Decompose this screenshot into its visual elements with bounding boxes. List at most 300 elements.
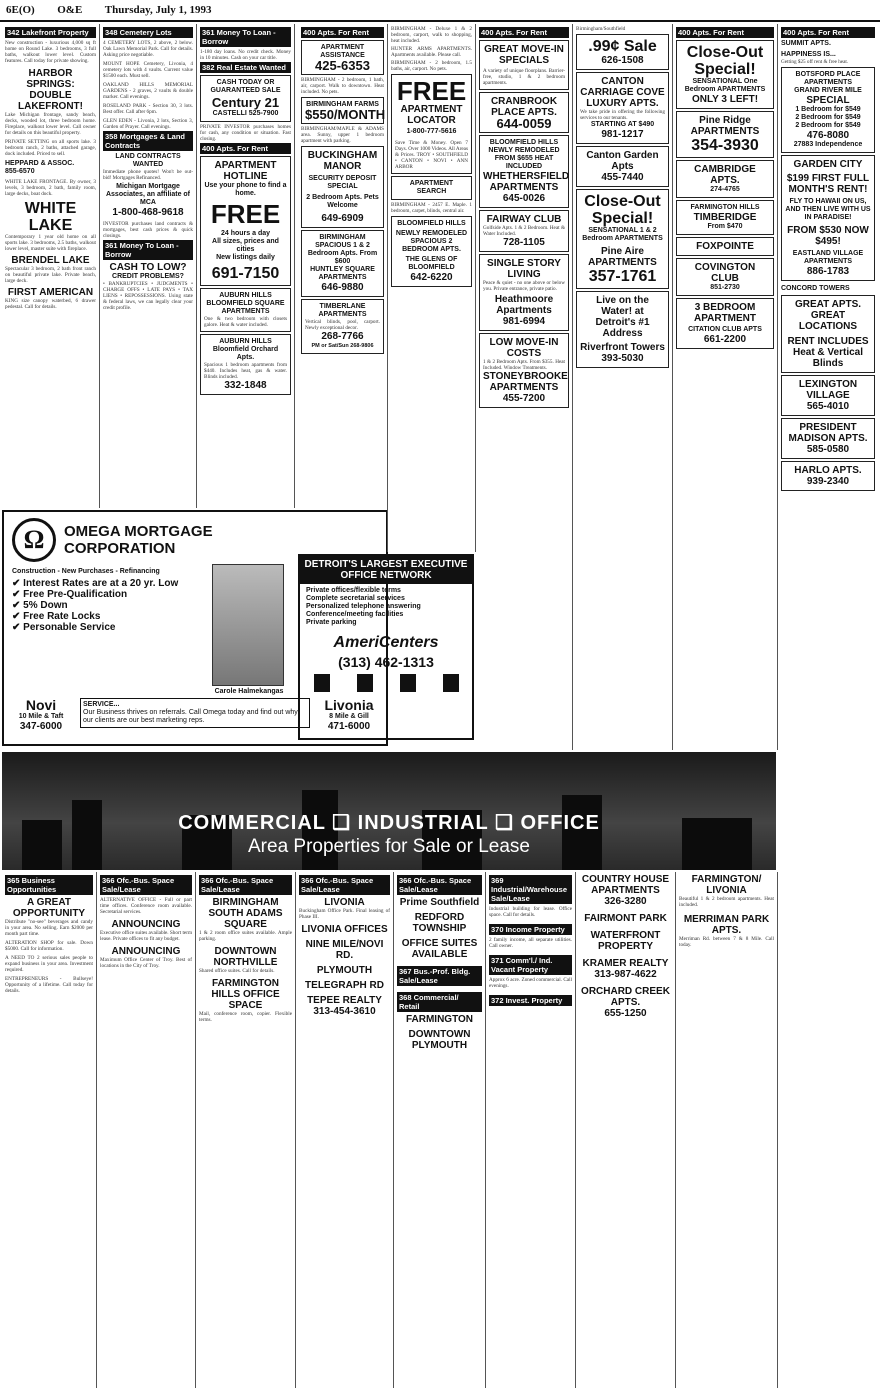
ad-text-special: SPECIAL [806,95,850,106]
classified-text: BIRMINGHAM - 2 bedroom, 1 bath, air, carport. Walk to downtown. Heat included. No pets. [301,77,384,95]
ad-headline-plymouth: PLYMOUTH [316,965,373,976]
ad-headline-announce-2: ANNOUNCING [111,946,181,957]
section-header-real-estate-wanted: 382 Real Estate Wanted [200,62,291,73]
exec-item: Conference/meeting facilities [306,611,404,618]
ad-headline-farm-off: FARMINGTON HILLS OFFICE SPACE [211,978,280,1011]
ad-headline-free: FREE [210,199,281,229]
column-office-space-1 [97,872,196,1388]
ad-phone-locator: 1-800-777-5616 [406,128,457,135]
ad-headline-auburn: AUBURN HILLS BLOOMFIELD SQUARE APARTMENTS [206,292,285,315]
three-bed-ad [676,298,774,349]
birm-farms-ad [301,97,384,124]
ad-headline-farmington: FARMINGTON [405,1014,474,1025]
column-office-space-2 [196,872,296,1388]
novi-phone: 347-6000 [19,721,63,732]
classified-text: BIRMINGHAM - Deluxe 1 & 2 bedroom, carport, walk to shopping, heat included. [391,26,472,44]
person-photo [212,564,284,686]
classified-text: 1-180 day loans. No credit check. Money in 10 minutes. Cash on your car title. [200,49,291,61]
ad-headline-live: Live on the Water! at Detroit's #1 Address [595,295,650,339]
column-apts-8 [676,872,778,1388]
botsford-price: 1 Bedroom for $549 [795,106,861,113]
buckingham-ad [301,146,384,228]
ad-text-sensational: SENSATIONAL One Bedroom APARTMENTS [684,78,766,93]
column-money [197,24,295,508]
ad-text-hotline-sub: Use your phone to find a home. [204,182,287,197]
section-header-lakefront: 342 Lakefront Property [5,27,96,38]
classified-text: MOUNT HOPE Cemetery, Livonia, 4 cemetery lots with 4 vaults. Current value $1500 each. Must sell. [103,61,193,79]
classified-text: • BANKRUPTCIES • JUDGMENTS • CHARGE OFFS • LATE PAYS • TAX LIENS • REPOSSESSIONS. Using state & federal laws, we can legally clear your credit profile. [103,281,193,311]
foxpointe-ad [676,237,774,256]
column-office-space-3 [296,872,394,1388]
carriage-ad [576,72,669,144]
ad-headline-heath: Heathmoore Apartments [494,294,554,316]
ad-headline-office-suites: OFFICE SUITES AVAILABLE [401,938,478,960]
ad-hours: PM or Sat/Sun 268-9806 [311,343,374,349]
classified-text: PRIVATE SETTING on all sports lake. 3 bedroom ranch, 2 baths, attached garage, dock included. Priced to sell. [5,139,96,157]
ad-phone-heppard: 855-6570 [5,168,35,175]
ad-phone-castelli: CASTELLI 525-7900 [212,110,279,117]
classified-text: Contemporary 1 year old home on all sports lake. 3 bedrooms, 2.5 baths, walkout lower level, master suite with fireplace. [5,234,96,252]
ad-text-hawaii: FLY TO HAWAII ON US, AND THEN LIVE WITH US IN PARADISE! [785,198,871,221]
classified-text: ROSELAND PARK - Section 30, 3 lots. Best offer. Call after 6pm. [103,103,193,115]
classified-text: Getting $25 off rent & free heat. [781,59,849,65]
section-header-apts: 400 Apts. For Rent [200,143,291,154]
ad-text-from530: FROM $530 NOW $495! [787,225,869,247]
page-number: 6E(O) [6,4,35,16]
ad-text-rent: RENT INCLUDES Heat & Vertical Blinds [787,336,869,369]
executive-office-ad [298,554,474,740]
hotline-bullet: New listings daily [216,254,275,261]
exec-brand: AmeriCenters [333,634,439,651]
ad-phone-hotline: 691-7150 [211,265,280,282]
ad-headline-garden: GARDEN CITY [793,159,863,170]
ad-headline-closeout: Close-Out Special! [584,193,661,227]
botsford-ad [781,67,875,153]
ad-headline-redford: REDFORD TOWNSHIP [412,912,467,934]
auburn-ad [200,288,291,332]
ad-phone-starting: 981-1217 [601,129,644,140]
great-ad [479,40,569,90]
ad-text-mi-assoc: Michigan Mortgage Associates, an affiliate of MCA [105,183,191,206]
ad-headline-fly: $199 FIRST FULL MONTH'S RENT! [786,173,870,195]
ad-phone-fairway: 728-1105 [503,237,545,248]
ad-phone-eastland: 886-1783 [806,266,850,277]
ad-text-timber-price: From $470 [707,223,743,230]
ad-headline-canton: CANTON CARRIAGE COVE LUXURY APTS. [580,76,665,109]
ad-phone-citation: 661-2200 [703,334,747,345]
classified-text: Approx 6 acre. Zoned commercial. Call evenings. [489,977,572,989]
classified-text: ALTERNATIVE OFFICE - Full or part time offices. Conference room available. Secretarial services. [100,897,192,915]
omega-bullet: ✔ Free Rate Locks [12,611,101,622]
section-header-money: 361 Money To Loan - Borrow [200,27,291,47]
column-apts-4 [573,24,673,750]
classified-text: Distribute "no-see" beverages and candy in your area. No selling. Earn $2000 per month part time. [5,919,93,937]
section-header-industrial: 369 Industrial/Warehouse Sale/Lease [489,875,572,904]
ad-headline-great: GREAT MOVE-IN SPECIALS [484,44,564,66]
ad-headline-timberidge: TIMBERIDGE [693,212,757,223]
ad-headline-heppard: HEPPARD & ASSOC. [5,160,75,167]
ad-headline-waterfront: WATERFRONT PROPERTY [590,930,661,952]
ad-text-cash-today: CASH TODAY OR GUARANTEED SALE [210,79,281,94]
ad-phone-kramer: 313-987-4622 [594,969,657,980]
classified-text: Executive office suites available. Short term lease. Private offices to fit any budget. [100,930,192,942]
section-header-commercial: 368 Commercial/ Retail [397,992,482,1012]
ad-text-security: SECURITY DEPOSIT SPECIAL [308,175,377,190]
garden-city-ad [781,155,875,281]
section-header-apts: 400 Apts. For Rent [781,27,875,38]
classified-text: 1 & 2 room office suites available. Ample parking. [199,930,292,942]
ad-headline-timberlane: TIMBERLANE APARTMENTS [318,303,367,318]
ad-phone-country: 326-3280 [604,896,647,907]
president-ad [781,418,875,459]
service-text: Our Business thrives on referrals. Call Omega today and find out why our clients are our best marketing reps. [83,709,298,724]
ad-phone-covington: 851-2730 [710,284,740,291]
ad-phone-stoney: 455-7200 [502,393,546,404]
ad-phone-auburn: 332-1848 [224,380,267,391]
classified-text: Industrial building for lease. Office space. Call for details. [489,906,572,918]
ad-phone-heath: 981-6994 [502,316,546,327]
ad-headline-brendel: BRENDEL LAKE [11,255,90,266]
banner-title: COMMERCIAL ❑ INDUSTRIAL ❑ OFFICE [178,812,600,834]
exec-phone: (313) 462-1313 [338,654,434,670]
ad-headline-birmingham: BIRMINGHAM [319,234,366,241]
section-header-cemetery: 348 Cemetery Lots [103,27,193,38]
fairway-ad [479,210,569,252]
ad-text-sensational: SENSATIONAL 1 & 2 Bedroom APARTMENTS [582,227,663,242]
column-industrial [486,872,576,1388]
classified-text: Immediate phone quotes! Won't be out-bid! Mortgages Refinanced. [103,169,193,181]
section-header-money-loan2: 361 Money To Loan - Borrow [103,240,193,260]
ad-headline-land: LAND CONTRACTS WANTED [115,153,181,168]
ad-headline-bloomfield-newly: BLOOMFIELD HILLS NEWLY REMODELED [488,139,560,154]
ad-headline-huntley: HUNTLEY SQUARE APARTMENTS [310,266,375,281]
classified-text: Save Time & Money. Open 7 Days. Over 1000 Videos. All Areas & Prices. TROY • SOUTHFIELD • CANTON • NOVI • ANN ARBOR [395,140,468,170]
ad-headline-telegraph: TELEGRAPH RD [305,980,384,991]
ad-headline-locator: APARTMENT LOCATOR [400,104,463,126]
whethersfield-ad [479,135,569,208]
exec-item: Personalized telephone answering [306,603,421,610]
ad-phone-president: 585-0580 [806,444,850,455]
ad-headline-hotline: APARTMENT HOTLINE [214,160,277,182]
column-apts-5 [673,24,778,750]
ad-headline-country: COUNTRY HOUSE APARTMENTS [581,874,670,896]
glens-ad [391,216,472,287]
novi-label: Novi [25,697,57,713]
omega-bullet: ✔ Free Pre-Qualification [12,589,128,600]
ad-headline-century: Century 21 [211,95,280,110]
classified-text: Buckingham Office Park. Final leasing of Phase III. [299,908,390,920]
ad-headline-lexington: LEXINGTON VILLAGE [798,379,858,401]
ad-headline-covington: COVINGTON CLUB [694,262,756,284]
ad-headline-great-apts: GREAT APTS. GREAT LOCATIONS [794,299,862,332]
timberlane-ad [301,299,384,354]
huntley-ad [301,230,384,297]
section-header-office: 366 Ofc.-Bus. Space Sale/Lease [199,875,292,895]
classified-text: BIRMINGHAM - 2 bedroom, 1.5 baths, air, carport. No pets. [391,60,472,72]
botsford-price: 2 Bedroom for $549 [795,114,861,121]
exec-item: Private offices/flexible terms [306,587,401,594]
ad-headline-fairway: FAIRWAY CLUB [486,214,562,225]
classified-text: HUNTER ARMS APARTMENTS. Apartments available. Please call. [391,46,472,58]
classified-text: Spectacular 3 bedroom, 2 bath front ranch on beautiful private lake. Private beach, large deck. [5,266,96,284]
ad-headline-search: APARTMENT SEARCH [409,180,454,195]
ad-headline-pine: Pine Aire APARTMENTS [588,246,657,268]
section-header-apts: 400 Apts. For Rent [301,27,384,38]
livonia-address: 8 Mile & Gill [329,713,369,720]
column-apts-7 [576,872,676,1388]
omega-bullets [4,576,210,635]
exec-title: DETROIT'S LARGEST EXECUTIVE OFFICE NETWORK [300,556,472,584]
classified-text: Peace & quiet - no one above or below you. Private entrance, private patio. [483,280,565,292]
ad-price-550: $550/MONTH [305,107,386,122]
person-name: Carole Halmekangas [214,688,284,695]
ad-headline-pine-ridge: Pine Ridge APARTMENTS [690,115,760,137]
botsford-price: 2 Bedroom for $549 [795,122,861,129]
section-header-office: 366 Ofc.-Bus. Space Sale/Lease [299,875,390,895]
great-locations-ad [781,295,875,373]
exec-item: Complete secretarial services [306,595,405,602]
ad-headline-nine-mile: NINE MILE/NOVI RD. [305,939,384,961]
omega-bullet: ✔ Personable Service [12,622,116,633]
omega-logo-icon: Ω [12,518,56,562]
ad-headline-president: PRESIDENT MADISON APTS. [788,422,868,444]
ad-phone-garden: 455-7440 [601,172,644,183]
livonia-label: Livonia [324,697,374,713]
ad-phone-assist: 425-6353 [315,58,370,73]
ad-phone-sale: 626-1508 [601,55,644,66]
ad-headline-whether: WHETHERSFIELD APARTMENTS [483,171,570,193]
classified-text: Vertical blinds, pool, carport. Newly exceptional decor. [305,319,380,331]
sale-ad [576,34,669,70]
garden-ad [576,146,669,187]
ad-headline-downtown-ply: DOWNTOWN PLYMOUTH [408,1029,471,1051]
omega-bullet: ✔ Interest Rates are at a 20 yr. Low [12,578,179,589]
classified-text: A variety of unique floorplans. Barrier-free, studio, 1 & 2 bedroom apartments. [483,68,565,86]
hotline-bullet: 24 hours a day [220,230,271,237]
classified-text: INVESTOR purchases land contracts & mortgages, best cash prices & quick closings. [103,221,193,239]
omega-novi [6,698,76,732]
exec-locations [300,674,472,692]
ad-headline-stoney: STONEYBROOKE APARTMENTS [483,371,568,393]
ad-headline-cranbrook: CRANBROOK PLACE APTS. [490,96,558,118]
ad-headline-botsford: BOTSFORD PLACE APARTMENTS [795,71,861,86]
ad-headline-happiness: HAPPINESS IS... [781,51,836,58]
ad-phone-orchard: 655-1250 [604,1008,647,1019]
ad-headline-birm-farms: BIRMINGHAM FARMS [306,101,379,108]
classified-text: 2 family income, all separate utilities. Call owner. [489,937,572,949]
column-apts-6 [778,24,878,1388]
building-icon [357,674,373,692]
lexington-ad [781,375,875,416]
ad-headline-orchard: ORCHARD CREEK APTS. [581,986,670,1008]
ad-phone-huntley: 646-9880 [321,282,364,293]
ad-phone-tepee: 313-454-3610 [313,1006,376,1017]
ad-headline-free: FREE [396,76,467,106]
classified-text: BIRMINGHAM - 2457 E. Maple. 1 bedroom, carpet, blinds, central air. [391,202,472,214]
exec-item: Private parking [306,619,357,626]
classified-text: We take pride in offering the following services to our tenants. [580,109,665,121]
ad-headline-farm-liv: FARMINGTON/ LIVONIA [691,874,762,896]
paper-name: O&E [57,4,83,16]
ad-headline-harbor: HARBOR SPRINGS: DOUBLE LAKEFRONT! [18,68,83,112]
classified-text: Birmingham/Southfield [576,26,626,32]
ad-phone-lexington: 565-4010 [806,401,850,412]
classified-text: 1 & 2 Bedroom Apts. From $355. Heat Included. Window Treatments. [483,359,565,371]
cambridge-ad [676,160,774,198]
ad-phone-pine-ridge: 354-3930 [691,137,759,154]
ad-headline-cambridge: CAMBRIDGE APTS. [694,164,756,186]
ad-headline-riverfront: Riverfront Towers [580,342,665,353]
page-header [0,0,880,22]
pine-ridge-ad [676,111,774,158]
cranbrook-ad [479,92,569,133]
ad-text-from655: FROM $655 HEAT INCLUDED [494,155,554,170]
ad-headline-birmingham: BIRMINGHAM SOUTH ADAMS SQUARE [208,897,283,930]
issue-date: Thursday, July 1, 1993 [104,4,212,16]
classified-text: 4 CEMETERY LOTS, 2 above, 2 below. Oak Lawn Memorial Park. Call for details. Asking price negotiable. [103,40,193,58]
column-apts-2 [388,24,476,552]
ad-headline-tepee: TEPEE REALTY [307,995,382,1006]
ad-headline-glens: THE GLENS OF BLOOMFIELD [405,256,458,271]
classified-text: BIRMINGHAM/MAPLE & ADAMS area. Sunny, upper 1 bedroom apartment with parking. [301,126,384,144]
classified-text: New construction - luxurious 4,000 sq ft home on Round Lake. 3 bedrooms, 3 full baths, walkout lower level. Custom features. Call today for private showing. [5,40,96,64]
ad-text-starting: STARTING AT $490 [590,121,655,128]
column-cemetery [100,24,197,508]
ad-phone-timberlane: 268-7766 [321,331,364,342]
ad-text-hour: 27883 Independence [793,141,863,148]
ad-phone-harlo: 939-2340 [806,476,850,487]
classified-text: Mail, conference room, copier. Flexible terms. [199,1011,292,1023]
livonia-phone: 471-6000 [327,721,371,732]
ad-text-spacious: SPACIOUS 1 & 2 Bedroom Apts. From $600 [307,242,378,265]
column-office-space-4 [394,872,486,1388]
ad-phone-botsford: 476-8080 [806,130,850,141]
harlo-ad [781,461,875,491]
timberidge-ad [676,200,774,235]
ad-headline-assist: APARTMENT ASSISTANCE [320,44,365,59]
classified-text: Spacious 1 bedroom apartments from $440. Includes heat, gas & water. Blinds included. [204,362,287,380]
section-header-commland: 371 Comm'l./ Ind. Vacant Property [489,955,572,975]
ad-phone-whether: 645-0026 [502,193,546,204]
ad-headline-credit: CREDIT PROBLEMS? [112,273,184,280]
service-title: SERVICE... [83,701,120,708]
ad-headline-harlo: HARLO APTS. [794,465,862,476]
covington-ad [676,258,774,296]
ad-headline-three-bed: 3 BEDROOM APARTMENT [693,302,757,324]
banner-subtitle: Area Properties for Sale or Lease [248,836,530,857]
classified-text: Merriman Rd. between 7 & 8 Mile. Call today. [679,936,774,948]
hotline-bullet: All sizes, prices and cities [212,238,279,253]
classified-text: A NEED TO 2 serious sales people to expand business in your area. Investment required. [5,955,93,973]
ad-headline-farmington: FARMINGTON HILLS [690,204,760,211]
assist-ad [301,40,384,75]
ad-phone-riverfront: 393-5030 [601,353,644,364]
section-header-mortgages: 358 Mortgages & Land Contracts [103,131,193,151]
column-business-opp [2,872,97,1388]
ad-headline-eastland: EASTLAND VILLAGE APARTMENTS [792,250,864,265]
classified-text: Lake Michigan frontage, sandy beach, decks, wooded lot, three bedroom home. Fireplace, walkout lower level. Call owner for details on this beautiful property. [5,112,96,136]
omega-tagline: Construction - New Purchases - Refinancing [12,568,160,575]
classified-text: ALTERATION SHOP for sale. Down $5000. Call for information. [5,940,93,952]
ad-phone-mi: 1-800-468-9618 [112,207,184,218]
ad-headline-buckingham: BUCKINGHAM MANOR [307,150,378,172]
omega-service [80,698,310,728]
classified-text: ENTREPRENEURS - Bullseye! Opportunity of a lifetime. Call today for details. [5,976,93,994]
commercial-banner [2,752,776,870]
ad-headline-summit: SUMMIT APTS. [781,40,831,47]
ad-headline-white-lake: WHITE LAKE [24,200,77,234]
ad-text-only: ONLY 3 LEFT! [691,94,759,105]
ad-headline-sale: .99¢ Sale [588,38,657,55]
classified-text: Maximum Office Center of Troy. Best of locations in the City of Troy. [100,957,192,969]
stoney-ad [479,333,569,408]
omega-bullet: ✔ 5% Down [12,600,68,611]
section-header-income: 370 Income Property [489,924,572,935]
ad-text-newly: NEWLY REMODELED SPACIOUS 2 BEDROOM APTS. [395,230,468,253]
ad-phone-glens: 642-6220 [410,272,453,283]
section-header-office: 366 Ofc.-Bus. Space Sale/Lease [397,875,482,895]
century21-ad [200,75,291,122]
ad-headline-garden: Canton Garden Apts [586,150,659,172]
section-header-pbldg: 367 Bus.-Prof. Bldg. Sale/Lease [397,966,482,986]
auburn-orchard-ad [200,334,291,395]
ad-headline-first-american: FIRST AMERICAN [7,287,94,298]
ad-headline-fairmont: FAIRMONT PARK [584,913,667,924]
ad-headline-single: SINGLE STORY LIVING [487,258,561,280]
ad-headline-prime: Prime Southfield [399,897,480,908]
ad-text-two-bed: 2 Bedroom Apts. Pets Welcome [306,194,379,209]
ad-headline-announce: ANNOUNCING [111,919,181,930]
column-apts-3 [476,24,573,750]
ad-headline-downtown: DOWNTOWN NORTHVILLE [213,946,278,968]
ad-headline-low: LOW MOVE-IN COSTS [489,337,559,359]
single-ad [479,254,569,331]
omega-name: OMEGA MORTGAGE CORPORATION [64,523,213,557]
column-apts-1 [298,24,388,552]
ad-headline-closeout: Close-Out Special! [686,44,764,78]
classified-text: WHITE LAKE FRONTAGE. By owner, 3 levels, 3 bedroom, 2 bath, family room, large decks, boat dock. [5,179,96,197]
ad-headline-livonia: LIVONIA [324,897,365,908]
ad-headline-foxpointe: FOXPOINTE [696,241,754,252]
search-ad [391,176,472,200]
ad-headline-concord: CONCORD TOWERS [781,285,850,292]
ad-headline-citation: CITATION CLUB APTS [688,326,762,333]
ad-headline-auburn2: AUBURN HILLS Bloomfield Orchard Apts. [212,338,279,361]
classified-text: One & two bedroom with closets galore. Heat & water included. [204,316,287,328]
ad-headline-livonia-offices: LIVONIA OFFICES [301,924,388,935]
section-header-office: 366 Ofc.-Bus. Space Sale/Lease [100,875,192,895]
exec-list [300,584,472,630]
locator-ad [391,74,472,174]
building-icon [314,674,330,692]
closeout-ad-2 [576,189,669,289]
classified-text: Golfside Apts. 1 & 2 Bedroom. Heat & Water Included. [483,225,565,237]
ad-headline-bloomfield: BLOOMFIELD HILLS [397,220,466,227]
classified-text: OAKLAND HILLS MEMORIAL GARDENS - 2 graves, 2 vaults & double marker. Call evenings. [103,82,193,100]
ad-phone-pine: 357-1761 [588,268,657,285]
ad-phone-buckingham: 649-6909 [321,213,364,224]
ad-headline-kramer: KRAMER REALTY [582,958,669,969]
closeout-ad-1 [676,40,774,109]
classified-text: PRIVATE INVESTOR purchases homes for cash, any condition or situation. Fast closing. [200,124,291,142]
ad-phone-cambridge: 274-4765 [710,186,740,193]
section-header-business-opp: 365 Business Opportunities [5,875,93,895]
classified-text: KING size canopy waterbed, 6 drawer pedestal. Call for details. [5,298,96,310]
ad-headline-opp: A GREAT OPPORTUNITY [12,897,86,919]
section-header-apts: 400 Apts. For Rent [676,27,774,38]
ad-text-grand: GRAND RIVER MILE [794,87,862,94]
ad-headline-merriman: MERRIMAN PARK APTS. [683,914,770,936]
